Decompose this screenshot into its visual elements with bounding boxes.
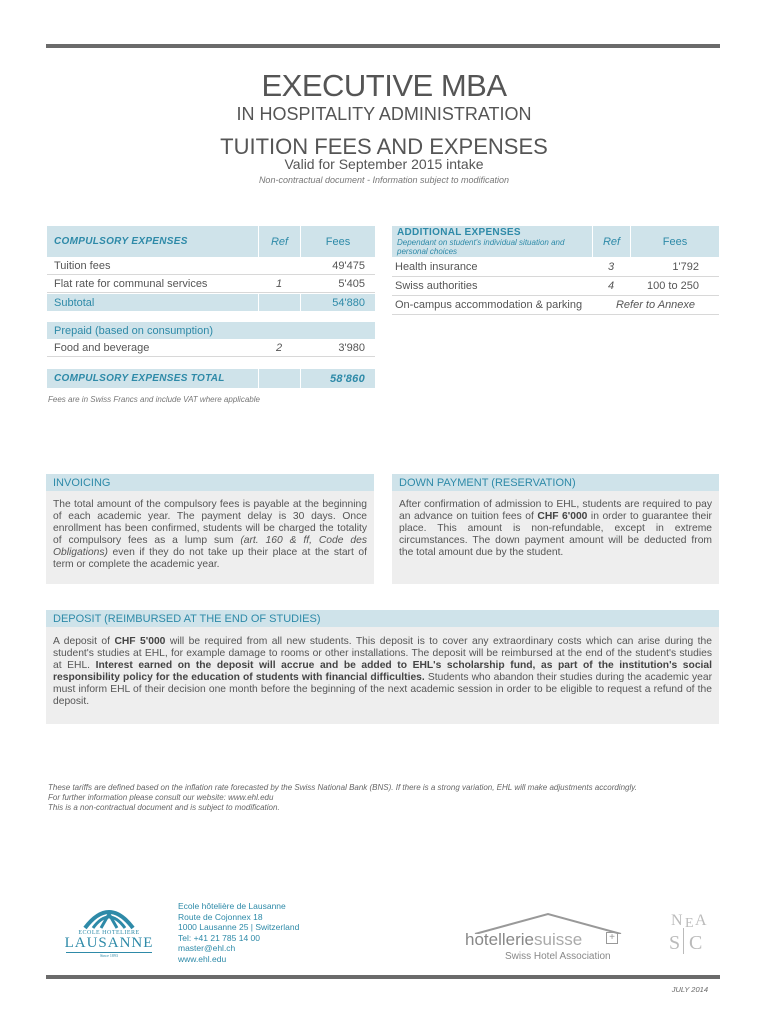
additional-ref-header: Ref (592, 226, 630, 257)
compulsory-fees-header: Fees (300, 226, 375, 257)
top-rule (46, 44, 720, 48)
additional-fees-header: Fees (630, 226, 719, 257)
disclaimer-text: Non-contractual document - Information subject to modification (258, 175, 510, 185)
down-payment-title: DOWN PAYMENT (RESERVATION) (392, 474, 719, 491)
page-subtitle: IN HOSPITALITY ADMINISTRATION (236, 104, 532, 124)
neasc-logo: N E A S C (669, 912, 707, 954)
website-link[interactable]: www.ehl.edu (178, 953, 227, 964)
compulsory-header (47, 226, 375, 257)
additional-header-sub: Dependant on student's individual situation and personal choices (397, 237, 565, 256)
document-date: JULY 2014 (671, 985, 708, 994)
hotelleriesuisse-logo: hotelleriesuisse + Swiss Hotel Association (463, 912, 633, 964)
invoicing-text: The total amount of the compulsory fees is payable at the beginning of each academic year. The payment delay is 30 days. Once enrollment has been confirmed, students will be charged the totality of compulsory fees as a lump sum (art. 160 & ff, Code des Obligations) even if they do not take up their place at the start of term or complete the academic year. (53, 499, 367, 570)
email-link[interactable]: master@ehl.ch (178, 943, 236, 954)
additional-header (392, 226, 719, 257)
deposit-title: DEPOSIT (REIMBURSED AT THE END OF STUDIES) (46, 610, 719, 627)
total-row: COMPULSORY EXPENSES TOTAL 58'860 (47, 369, 375, 388)
currency-note: Fees are in Swiss Francs and include VAT where applicable (48, 395, 260, 404)
table-row: Tuition fees 49'475 (47, 258, 375, 275)
table-row: On-campus accommodation & parking Refer to Annexe (392, 296, 719, 315)
footnotes: These tariffs are defined based on the inflation rate forecasted by the Swiss National Bank (BNS). If there is a strong variation, EHL will make adjustments accordingly. For further information please consult our website: www.ehl.edu This is a non-contractual document and is subject to modification. (48, 783, 637, 812)
table-row: Food and beverage 2 3'980 (47, 340, 375, 357)
prepaid-header: Prepaid (based on consumption) (47, 322, 375, 339)
table-row: Flat rate for communal services 1 5'405 (47, 276, 375, 293)
compulsory-ref-header: Ref (258, 226, 300, 257)
table-row: Health insurance 3 1'792 (392, 258, 719, 277)
additional-header-label: ADDITIONAL EXPENSES (397, 226, 521, 238)
down-payment-text: After confirmation of admission to EHL, students are required to pay an advance on tuition fees of CHF 6'000 in order to guarantee their place. This amount is non-refundable, except in extreme circumstances. The down payment amount will be deducted from the total amount due by the student. (399, 499, 712, 558)
compulsory-header-label: COMPULSORY EXPENSES (54, 236, 188, 247)
ehl-logo: ECOLE HOTELIERE LAUSANNE Since 1893 (56, 898, 162, 968)
invoicing-title: INVOICING (46, 474, 374, 491)
page-title: EXECUTIVE MBA (261, 68, 507, 103)
validity-text: Valid for September 2015 intake (284, 156, 484, 172)
table-row: Swiss authorities 4 100 to 250 (392, 277, 719, 296)
swiss-cross-icon: + (606, 932, 618, 944)
contact-address: Ecole hôtelière de Lausanne Route de Cojonnex 18 1000 Lausanne 25 | Switzerland Tel: +41 21 785 14 00 master@ehl.ch www.ehl.edu (178, 901, 300, 964)
bottom-rule (46, 975, 720, 979)
section-title: TUITION FEES AND EXPENSES (220, 134, 548, 159)
subtotal-row: Subtotal 54'880 (47, 294, 375, 311)
ehl-emblem-icon (79, 898, 139, 932)
deposit-text: A deposit of CHF 5'000 will be required from all new students. This deposit is to cover any extraordinary costs which can arise during the student's studies at EHL, for example damage to rooms or other installations. The deposit will be reimbursed at the end of the student's studies at EHL. Interest earned on the deposit will accrue and be added to EHL's scholarship fund, as part of the institution's social responsibility policy for the education of students with financial difficulties. Students who abandon their studies during the academic year must inform EHL of their decision one month before the beginning of the next academic session in order to be eligible to request a refund of the deposit. (53, 636, 712, 707)
